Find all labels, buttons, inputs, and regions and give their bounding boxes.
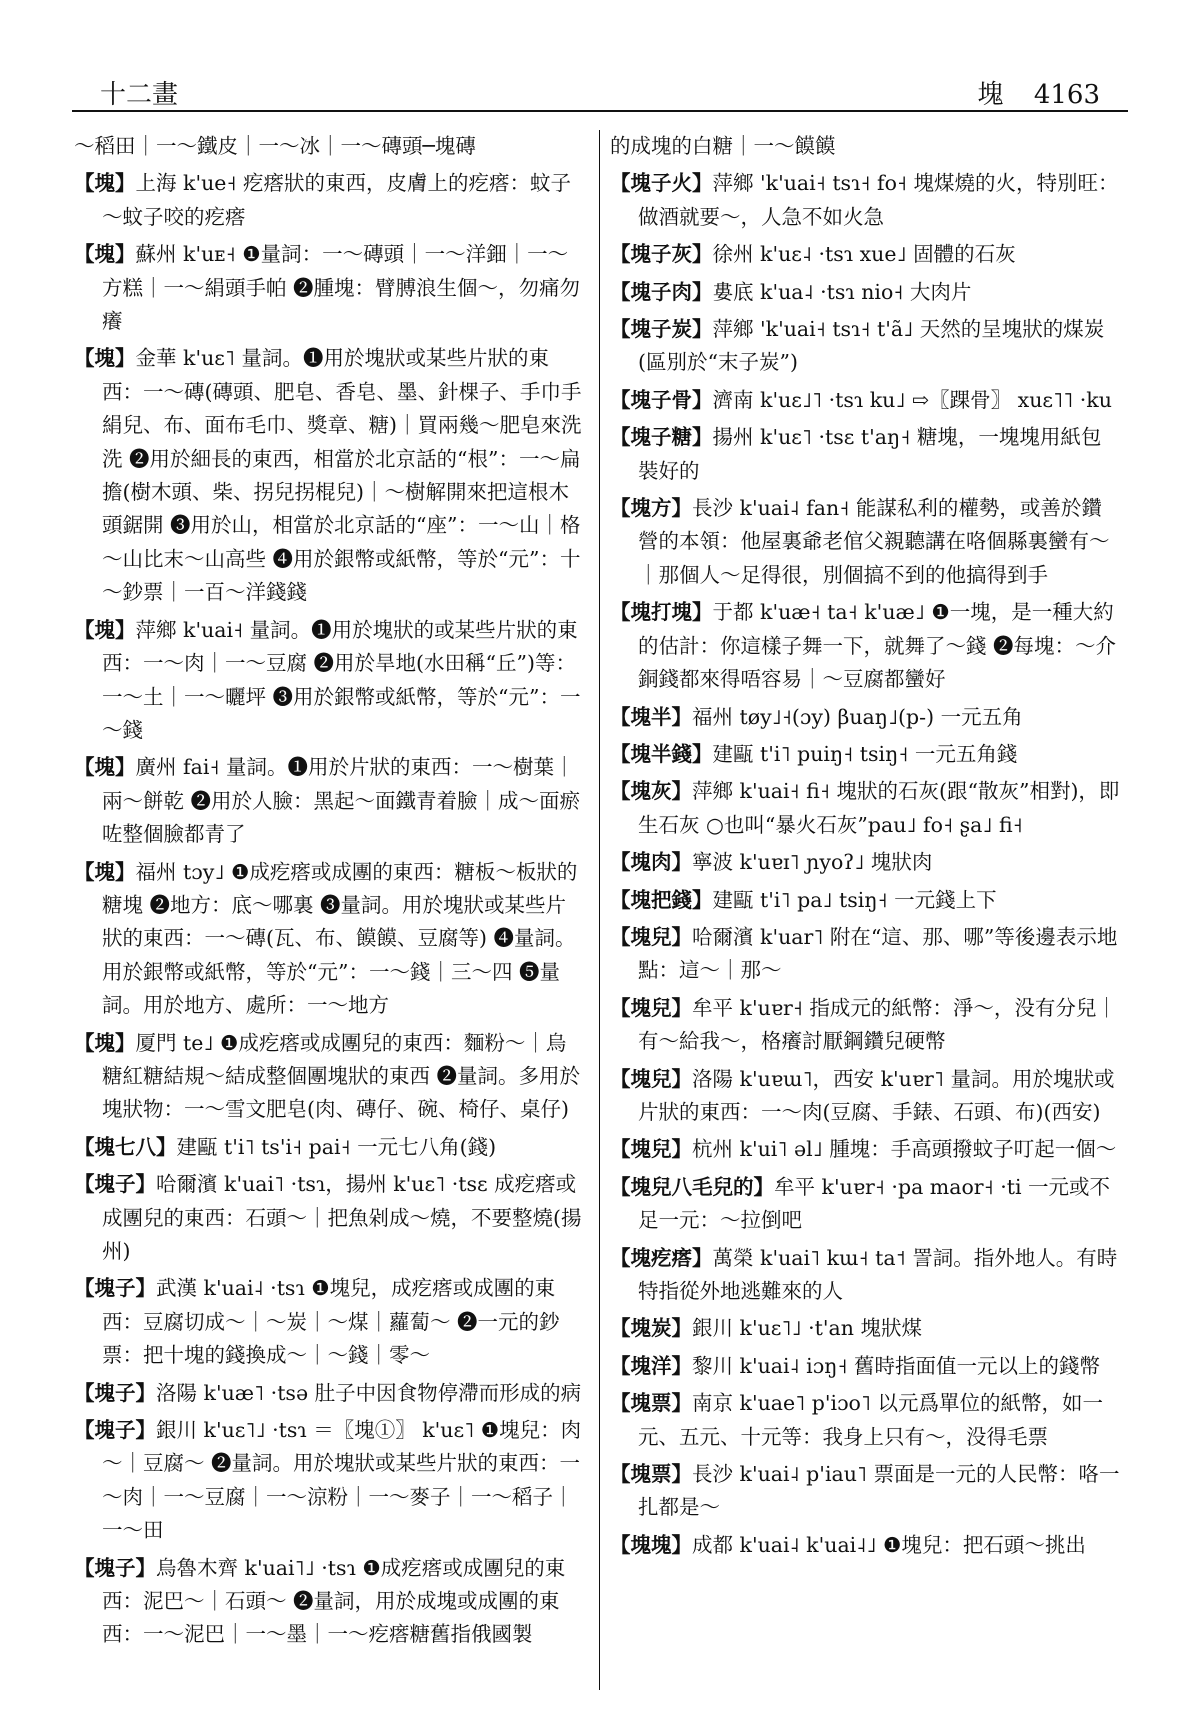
dictionary-entry	[74, 751, 584, 851]
entry-headword: 【塊】	[74, 1030, 136, 1055]
entry-headword: 【塊子火】	[610, 171, 713, 196]
entry-definition: 福州 tɔy˩ ❶成疙瘩或成團的東西：糖板～板狀的糖塊 ❷地方：底～哪裏 ❸量詞。用於塊狀或某些片狀的東西：一～磚(瓦、布、饃饃、豆腐等) ❹量詞。用於銀幣或紙幣，等於“元”：一～錢｜三～四 ❺量詞。用於地方、處所：一～地方	[102, 859, 578, 1018]
dictionary-entry	[74, 856, 584, 1023]
entry-definition: 銀川 k'uɛ˥˩ ·tsɿ ＝〖塊①〗 k'uɛ˥ ❶塊兒：肉～｜豆腐～ ❷量詞。用於塊狀或某些片狀的東西：一～肉｜一～豆腐｜一～涼粉｜一～麥子｜一～稻子｜一～田	[102, 1418, 582, 1543]
entry-headword: 【塊疙瘩】	[610, 1245, 713, 1270]
dictionary-entry	[610, 1529, 1120, 1562]
section-label: 十二畫	[100, 80, 179, 110]
entry-definition: 銀川 k'uɛ˥˩ ·t'an 塊狀煤	[692, 1316, 922, 1341]
entry-headword: 【塊塊】	[610, 1532, 692, 1557]
entry-headword: 【塊兒八毛兒的】	[610, 1174, 774, 1199]
entry-definition: 成都 k'uai˨ k'uai˨˩ ❶塊兒：把石頭～挑出	[692, 1532, 1086, 1557]
right-column	[610, 130, 1120, 1566]
dictionary-entry	[610, 992, 1120, 1059]
dictionary-entry	[610, 421, 1120, 488]
dictionary-entry	[74, 1272, 584, 1372]
entry-definition: 萍鄉 k'uai˧ fi˧ 塊狀的石灰(跟“散灰”相對)，即生石灰 ○也叫“暴火石灰”pau˩ fo˧ ʂa˩ fi˧	[638, 779, 1120, 837]
entry-definition: 金華 k'uɛ˥ 量詞。❶用於塊狀或某些片狀的東西：一～磚(磚頭、肥皂、香皂、墨、針棵子、手巾手絹兒、布、面布毛巾、獎章、糖)｜買兩幾～肥皂來洗洗 ❷用於細長的東西，相當於北京話的“根”：一～扁擔(樹木頭、柴、拐兒拐棍兒)｜～樹解開來把這根木頭鋸開 ❸用於山，相當於北京話的“座”：一～山｜格～山比末～山高些 ❹用於銀幣或紙幣，等於“元”：十～鈔票｜一百～洋錢錢	[102, 346, 582, 605]
entry-definition: 濟南 k'uɛ˩˥ ·tsɿ ku˩ ⇨〖踝骨〗 xuɛ˥˥ ·ku	[712, 387, 1112, 412]
dictionary-entry	[610, 313, 1120, 380]
dictionary-entry	[610, 921, 1120, 988]
entry-definition: 萬榮 k'uai˥ kɯ˧ ta˦ 詈詞。指外地人。有時特指從外地逃難來的人	[638, 1245, 1118, 1303]
entry-definition: 南京 k'uae˥ p'iɔo˥ 以元爲單位的紙幣，如一元、五元、十元等：我身上只有～，没得毛票	[638, 1391, 1104, 1449]
entry-definition: 哈爾濱 k'uai˥ ·tsɿ，揚州 k'uɛ˥ ·tsɛ 成疙瘩或成團兒的東西：石頭～｜把魚剁成～燒，不要整燒(揚州)	[102, 1172, 582, 1263]
dictionary-entry	[610, 701, 1120, 734]
dictionary-entry	[74, 1131, 584, 1164]
entry-definition: 廣州 fai˧ 量詞。❶用於片狀的東西：一～樹葉｜兩～餅乾 ❷用於人臉：黑起～面鐵青着臉｜成～面瘀咗整個臉都青了	[102, 755, 581, 847]
entry-headword: 【塊子骨】	[610, 387, 713, 412]
entry-definition: 于都 k'uæ˧ ta˧ k'uæ˩ ❶一塊，是一種大約的估計：你這樣子舞一下，就舞了～錢 ❷每塊：～介銅錢都來得唔容易｜～豆腐都蠻好	[638, 600, 1117, 692]
entry-definition: 黎川 k'uai˨ iɔŋ˧ 舊時指面值一元以上的錢幣	[692, 1353, 1101, 1378]
dictionary-entry	[610, 1458, 1120, 1525]
entry-definition: 萍鄉 'k'uai˧ tsɿ˧ t'ã˩ 天然的呈塊狀的煤炭(區別於“末子炭”)	[638, 317, 1105, 375]
entry-definition: 杭州 k'ui˥ əl˩ 腫塊：手高頭撥蚊子叮起一個～	[692, 1137, 1117, 1162]
entry-definition: 武漢 k'uai˨ ·tsɿ ❶塊兒，成疙瘩或成團的東西：豆腐切成～｜～炭｜～煤｜蘿蔔～ ❷一元的鈔票：把十塊的錢換成～｜～錢｜零～	[102, 1276, 560, 1368]
entry-definition: 哈爾濱 k'uar˥ 附在“這、那、哪”等後邊表示地點：這～｜那～	[638, 924, 1118, 983]
dictionary-entry	[74, 167, 584, 234]
entry-definition: 萍鄉 k'uai˧ 量詞。❶用於塊狀的或某些片狀的東西：一～肉｜一～豆腐 ❷用於旱地(水田稱“丘”)等：一～土｜一～曬坪 ❸用於銀幣或紙幣，等於“元”：一～錢	[102, 617, 581, 742]
entry-headword: 【塊半】	[610, 704, 692, 729]
entry-headword: 【塊】	[74, 346, 136, 371]
page-header	[72, 70, 1128, 112]
entry-definition: 婁底 k'ua˨ ·tsɿ nio˧ 大肉片	[712, 279, 972, 304]
entry-definition: 建甌 t'i˥ ts'i˧ pai˧ 一元七八角(錢)	[176, 1134, 497, 1159]
dictionary-entry	[74, 238, 584, 338]
dictionary-entry	[610, 276, 1120, 309]
entry-definition: 牟平 k'uɐr˧ 指成元的紙幣：淨～，没有分兒｜有～給我～，格癢討厭鋼鑽兒硬幣	[638, 995, 1117, 1054]
entry-definition: 福州 tøy˩˧(ɔy) βuaŋ˩(p-) 一元五角	[692, 704, 1023, 729]
dictionary-entry	[610, 1133, 1120, 1166]
entry-headword: 【塊打塊】	[610, 600, 713, 625]
entry-headword: 【塊方】	[610, 496, 692, 521]
entry-headword: 【塊把錢】	[610, 887, 713, 912]
dictionary-entry	[610, 1063, 1120, 1130]
dictionary-entry	[610, 846, 1120, 879]
dictionary-entry	[610, 1350, 1120, 1383]
entry-headword: 【塊灰】	[610, 779, 692, 804]
entry-definition: 徐州 k'uɛ˨ ·tsɿ xue˩ 固體的石灰	[712, 242, 1016, 267]
entry-headword: 【塊子灰】	[610, 242, 713, 267]
dictionary-entry	[610, 384, 1120, 417]
entry-headword: 【塊兒】	[610, 995, 692, 1020]
dictionary-entry	[610, 1387, 1120, 1454]
entry-definition: 洛陽 k'uæ˥ ·tsə 肚子中因食物停滯而形成的病	[156, 1380, 582, 1405]
entry-headword: 【塊炭】	[610, 1316, 692, 1341]
entry-headword: 【塊子】	[74, 1276, 156, 1301]
dictionary-entry	[610, 238, 1120, 271]
entry-headword: 【塊洋】	[610, 1353, 692, 1378]
entry-definition: 寧波 k'uɐɪ˥ ɲyoʔ˩ 塊狀肉	[692, 850, 933, 875]
entry-definition: 牟平 k'uɐr˧ ·pa maor˧ ·ti 一元或不足一元：～拉倒吧	[638, 1174, 1111, 1233]
entry-headword: 【塊兒】	[610, 1137, 692, 1162]
entry-headword: 【塊肉】	[610, 850, 692, 875]
left-column	[74, 130, 584, 1656]
dictionary-entry	[610, 492, 1120, 592]
entry-headword: 【塊】	[74, 755, 136, 780]
entry-headword: 【塊子】	[74, 1380, 156, 1405]
dictionary-entry	[610, 775, 1120, 842]
dictionary-entry	[610, 884, 1120, 917]
dictionary-entry	[74, 614, 584, 748]
entry-headword: 【塊七八】	[74, 1134, 177, 1159]
entry-definition: 蘇州 k'uᴇ˧ ❶量詞：一～磚頭｜一～洋鈿｜一～方糕｜一～絹頭手帕 ❷腫塊：臂膊浪生個～，勿痛勿癢	[102, 242, 581, 334]
continued-text: ～稻田｜一～鐵皮｜一～冰｜一～磚頭─塊磚	[74, 134, 476, 158]
entry-definition: 上海 k'ue˧ 疙瘩狀的東西，皮膚上的疙瘩：蚊子～蚊子咬的疙瘩	[102, 171, 572, 229]
entry-headword: 【塊票】	[610, 1462, 692, 1487]
dictionary-entry	[610, 1171, 1120, 1238]
entry-definition: 建甌 t'i˥ puiŋ˧ tsiŋ˧ 一元五角錢	[712, 741, 1018, 766]
dictionary-entry	[74, 1027, 584, 1127]
dictionary-entry	[610, 167, 1120, 234]
dictionary-entry	[610, 738, 1120, 771]
entry-definition: 長沙 k'uai˨ p'iau˥ 票面是一元的人民幣：咯一扎都是～	[638, 1462, 1120, 1520]
entry-headword: 【塊】	[74, 171, 136, 196]
entry-headword: 【塊子肉】	[610, 279, 713, 304]
dictionary-entry	[74, 1377, 584, 1410]
entry-headword: 【塊子】	[74, 1418, 156, 1443]
entry-definition: 萍鄉 'k'uai˧ tsɿ˧ fo˧ 塊煤燒的火，特別旺：做酒就要～，人急不如火急	[638, 171, 1119, 229]
dictionary-entry	[610, 1242, 1120, 1309]
entry-definition: 烏魯木齊 k'uai˥˩ ·tsɿ ❶成疙瘩或成團兒的東西：泥巴～｜石頭～ ❷量詞，用於成塊或成團的東西：一～泥巴｜一～墨｜一～疙瘩糖舊指俄國製	[102, 1555, 566, 1647]
entry-headword: 【塊子糖】	[610, 425, 713, 450]
entry-headword: 【塊子】	[74, 1555, 156, 1580]
entry-headword: 【塊票】	[610, 1391, 692, 1416]
entry-headword: 【塊】	[74, 242, 136, 267]
dictionary-entry	[74, 342, 584, 609]
dictionary-entry	[610, 1312, 1120, 1345]
header-right	[978, 74, 1100, 111]
entry-headword: 【塊兒】	[610, 924, 692, 949]
entry-definition: 洛陽 k'uɐɯ˥，西安 k'uɐr˥ 量詞。用於塊狀或片狀的東西：一～肉(豆腐、手錶、石頭、布)(西安)	[638, 1066, 1115, 1124]
entry-headword: 【塊兒】	[610, 1066, 692, 1091]
entry-definition: 厦門 te˩ ❶成疙瘩或成團兒的東西：麵粉～｜烏糖紅糖結規～結成整個團塊狀的東西 ❷量詞。多用於塊狀物：一～雪文肥皂(肉、磚仔、碗、椅仔、桌仔)	[102, 1030, 581, 1122]
entry-definition: 長沙 k'uai˨ fan˧ 能謀私利的權勢，或善於鑽營的本領：他屋裏爺老倌父親聽講在咯個縣裏蠻有～｜那個人～足得很，別個搞不到的他搞得到手	[638, 496, 1110, 587]
dictionary-entry	[610, 596, 1120, 696]
dictionary-entry	[74, 1414, 584, 1548]
entry-definition: 建甌 t'i˥ pa˩ tsiŋ˧ 一元錢上下	[712, 887, 997, 912]
entry-headword: 【塊子】	[74, 1172, 156, 1197]
header-character: 塊	[977, 80, 1004, 110]
entry-definition: 揚州 k'uɛ˥ ·tsɛ t'aŋ˧ 糖塊，一塊塊用紙包裝好的	[638, 425, 1102, 483]
entry-headword: 【塊】	[74, 617, 136, 642]
dictionary-entry	[74, 1168, 584, 1268]
entry-headword: 【塊半錢】	[610, 741, 713, 766]
entry-headword: 【塊子炭】	[610, 317, 713, 342]
dictionary-entry	[74, 1552, 584, 1652]
column-divider	[599, 130, 600, 1690]
page-number: 4163	[1033, 80, 1100, 110]
entry-headword: 【塊】	[74, 859, 136, 884]
continued-text: 的成塊的白糖｜一～饃饃	[610, 134, 836, 158]
